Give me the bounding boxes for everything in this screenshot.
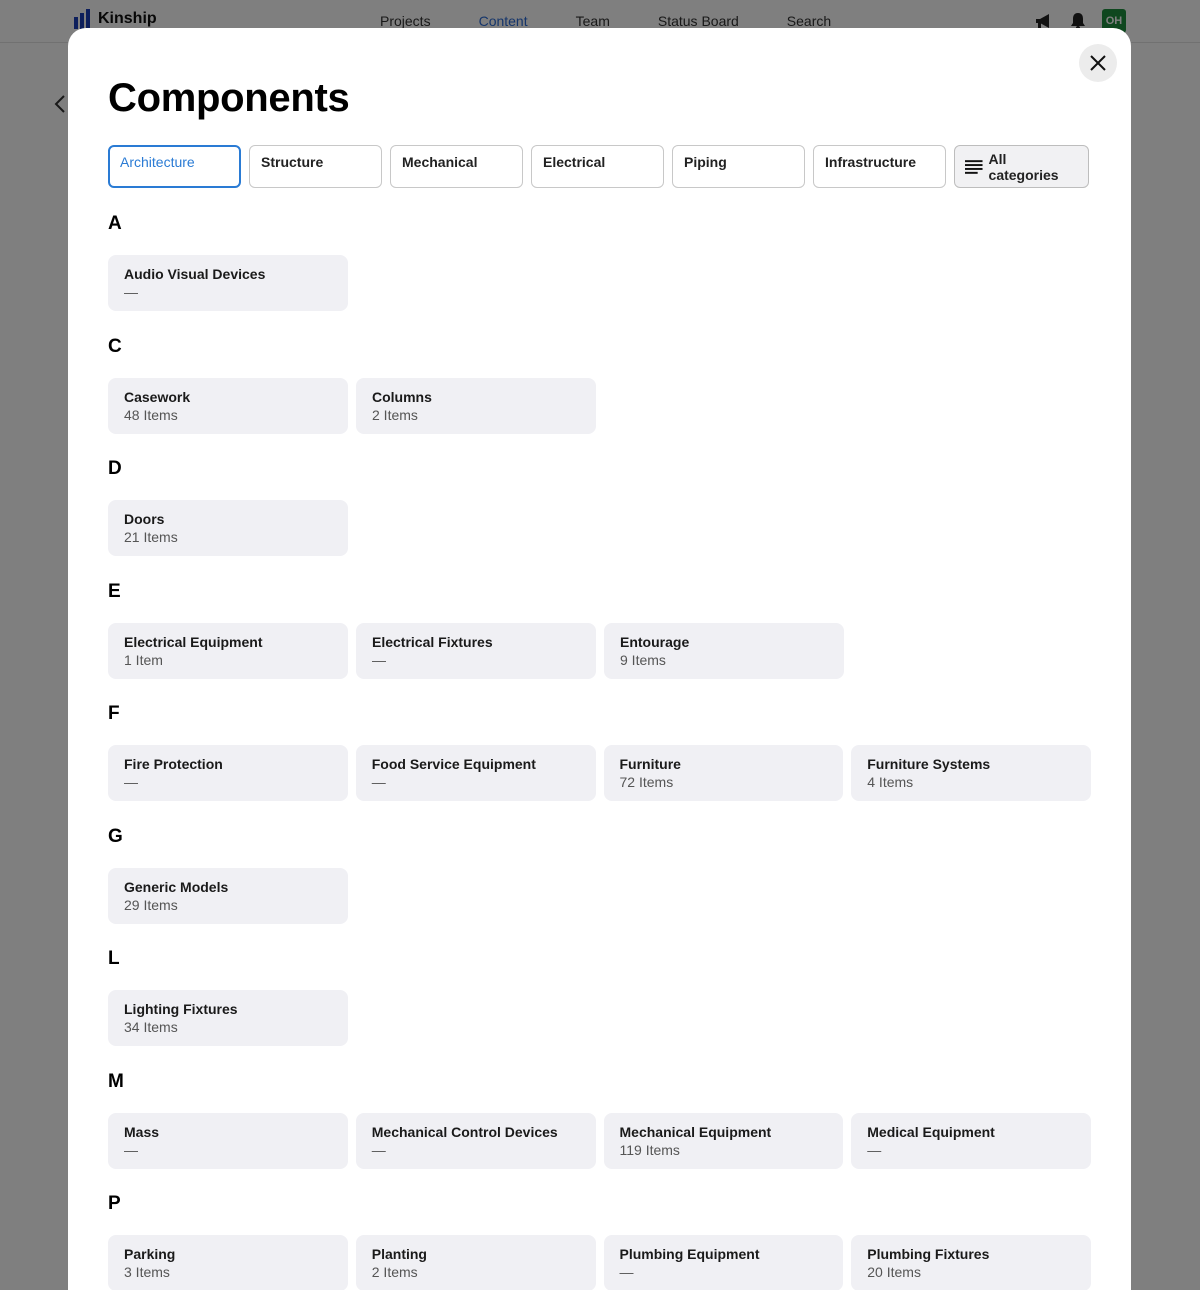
card-count: — [372, 651, 386, 668]
card-name: Casework [124, 388, 191, 405]
card-name: Food Service Equipment [371, 756, 536, 772]
component-card[interactable] [604, 1235, 844, 1290]
card-name: Furniture [619, 756, 681, 772]
component-card[interactable] [108, 745, 348, 801]
component-card[interactable] [851, 745, 1091, 801]
components-modal [68, 28, 1131, 1290]
section-m [108, 1069, 1091, 1192]
card-count: 2 Items [372, 406, 418, 423]
section-letter: G [108, 825, 123, 847]
section-letter: A [108, 213, 122, 234]
component-card[interactable] [356, 745, 596, 801]
card-count: 20 Items [867, 1264, 921, 1280]
card-count: — [124, 284, 138, 300]
card-count: 9 Items [620, 651, 666, 668]
card-count: 34 Items [124, 1019, 178, 1035]
card-name: Mechanical Equipment [619, 1123, 772, 1140]
component-card[interactable] [108, 868, 348, 924]
section-p [108, 1191, 1091, 1290]
section-a [108, 211, 1091, 334]
card-name: Electrical Fixtures [372, 633, 493, 650]
card-name: Parking [124, 1246, 176, 1262]
tab-electrical[interactable]: Electrical [531, 145, 664, 188]
section-f [108, 701, 1091, 824]
card-count: 29 Items [124, 896, 178, 913]
close-button[interactable] [1079, 44, 1117, 82]
card-name: Generic Models [124, 878, 229, 895]
section-letter: E [108, 580, 121, 602]
list-icon [965, 159, 983, 175]
card-name: Columns [372, 388, 432, 405]
tab-mechanical[interactable]: Mechanical [390, 145, 523, 188]
tab-infrastructure[interactable]: Infrastructure [813, 145, 946, 188]
modal-title: Components [108, 76, 350, 120]
component-card[interactable] [604, 623, 844, 679]
component-card[interactable] [108, 255, 348, 311]
section-c [108, 334, 1091, 457]
section-g [108, 824, 1091, 947]
card-count: 4 Items [867, 774, 914, 790]
close-icon [1089, 54, 1107, 72]
card-name: Plumbing Fixtures [867, 1246, 990, 1262]
component-card[interactable] [604, 1113, 844, 1169]
component-card[interactable] [108, 1113, 348, 1169]
section-letter: L [108, 948, 120, 969]
card-count: 21 Items [124, 529, 178, 545]
card-count: — [124, 1141, 138, 1158]
section-d [108, 456, 1091, 579]
all-categories-label: All categories [988, 150, 1059, 183]
card-count: — [371, 774, 386, 790]
tab-piping[interactable]: Piping [672, 145, 805, 188]
section-letter: M [108, 1070, 124, 1092]
card-count: — [867, 1141, 882, 1158]
tab-architecture[interactable]: Architecture [108, 145, 241, 188]
card-name: Medical Equipment [867, 1123, 995, 1140]
card-count: — [619, 1264, 634, 1280]
card-count: — [124, 774, 138, 790]
card-name: Mass [124, 1123, 160, 1140]
card-name: Fire Protection [124, 756, 223, 772]
card-name: Entourage [620, 633, 690, 650]
card-name: Lighting Fixtures [124, 1001, 238, 1017]
card-count: 48 Items [124, 406, 178, 423]
section-letter: P [108, 1193, 121, 1214]
component-card[interactable] [108, 1235, 348, 1290]
component-card[interactable] [851, 1113, 1091, 1169]
component-card[interactable] [604, 745, 844, 801]
card-name: Doors [124, 511, 165, 527]
component-card[interactable] [851, 1235, 1091, 1290]
card-name: Furniture Systems [867, 756, 991, 772]
card-count: 1 Item [124, 651, 163, 668]
tab-structure[interactable]: Structure [249, 145, 382, 188]
card-name: Audio Visual Devices [124, 266, 266, 282]
component-sections [108, 211, 1091, 1290]
component-card[interactable] [108, 990, 348, 1046]
section-e [108, 579, 1091, 702]
card-count: — [371, 1141, 386, 1158]
card-count: 119 Items [619, 1141, 680, 1158]
component-card[interactable] [356, 1235, 596, 1290]
component-card[interactable] [356, 1113, 596, 1169]
all-categories-button[interactable] [954, 145, 1089, 188]
card-name: Electrical Equipment [124, 633, 263, 650]
section-l [108, 946, 1091, 1069]
card-count: 3 Items [124, 1264, 170, 1280]
section-letter: C [108, 335, 122, 357]
component-card[interactable] [108, 500, 348, 556]
component-card[interactable] [356, 623, 596, 679]
card-count: 72 Items [619, 774, 674, 790]
category-tabs [108, 145, 1089, 188]
card-name: Planting [371, 1246, 427, 1262]
card-name: Mechanical Control Devices [371, 1123, 558, 1140]
component-card[interactable] [356, 378, 596, 434]
section-letter: D [108, 458, 122, 479]
card-name: Plumbing Equipment [619, 1246, 760, 1262]
component-card[interactable] [108, 378, 348, 434]
card-count: 2 Items [371, 1264, 418, 1280]
component-card[interactable] [108, 623, 348, 679]
section-letter: F [108, 703, 120, 724]
